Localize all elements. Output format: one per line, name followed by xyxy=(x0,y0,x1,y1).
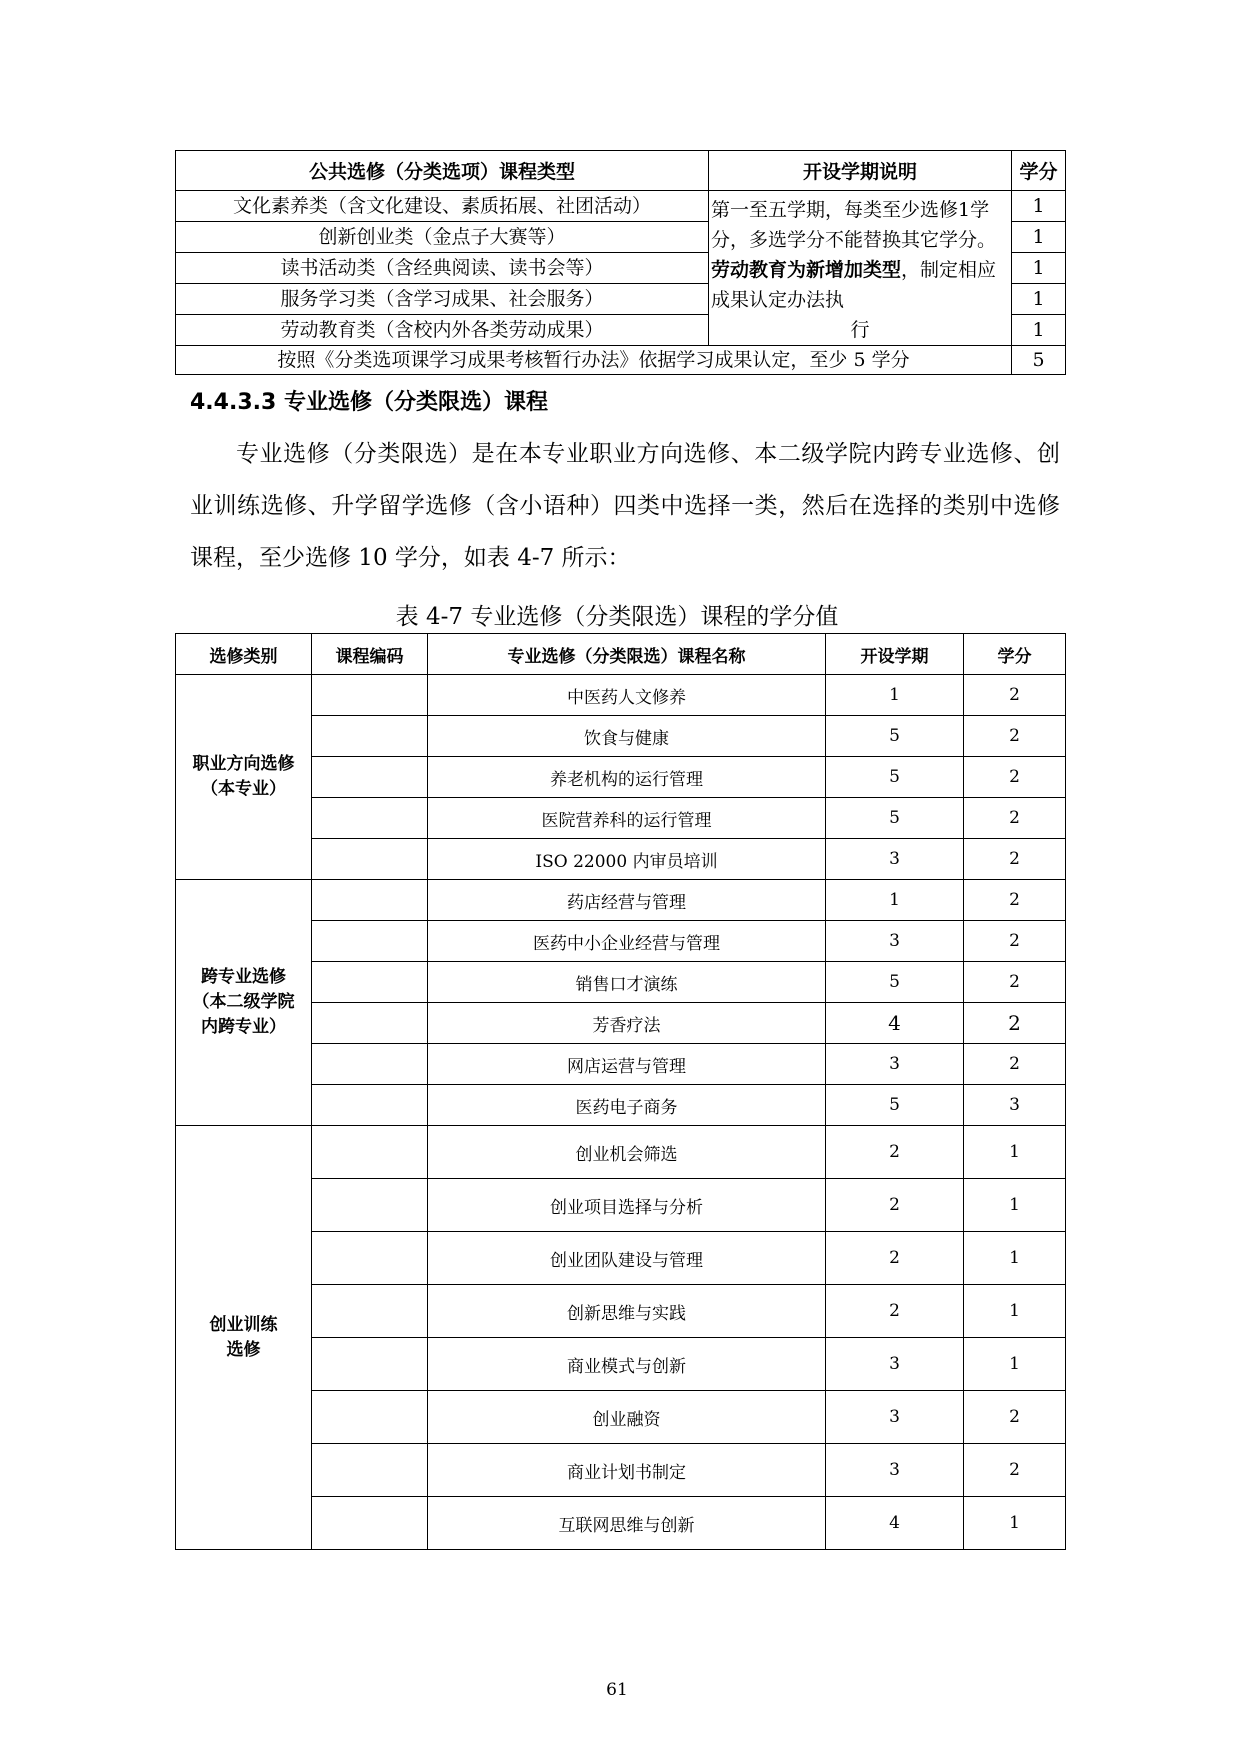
course-code xyxy=(312,1232,428,1285)
table-row xyxy=(176,191,1066,222)
course-code xyxy=(312,921,428,962)
credit-cell: 1 xyxy=(1012,191,1066,222)
table-row xyxy=(176,880,1066,921)
course-code xyxy=(312,675,428,716)
course-code xyxy=(312,1085,428,1126)
column-header: 选修类别 xyxy=(176,634,312,675)
category-label: 创业训练 xyxy=(209,1314,278,1335)
credit-cell: 1 xyxy=(1012,315,1066,346)
column-header: 课程编码 xyxy=(312,634,428,675)
course-credit: 2 xyxy=(964,1044,1066,1085)
category-label: 职业方向选修 xyxy=(192,754,295,774)
summary-credit: 5 xyxy=(1012,346,1066,375)
course-name: 创业团队建设与管理 xyxy=(428,1232,826,1285)
course-name: 饮食与健康 xyxy=(428,716,826,757)
course-credit: 2 xyxy=(964,880,1066,921)
course-semester: 3 xyxy=(826,1338,964,1391)
course-code xyxy=(312,1391,428,1444)
course-semester: 4 xyxy=(826,1003,964,1044)
course-credit: 2 xyxy=(964,1003,1066,1044)
course-name: 医院营养科的运行管理 xyxy=(428,798,826,839)
column-header: 公共选修（分类选项）课程类型 xyxy=(176,151,709,191)
course-credit: 2 xyxy=(964,962,1066,1003)
category-cell xyxy=(176,675,312,880)
course-name: 商业计划书制定 xyxy=(428,1444,826,1497)
course-name: 药店经营与管理 xyxy=(428,880,826,921)
column-header: 开设学期 xyxy=(826,634,964,675)
column-header: 学分 xyxy=(964,634,1066,675)
course-credit: 2 xyxy=(964,798,1066,839)
course-code xyxy=(312,716,428,757)
table-header-row xyxy=(176,634,1066,675)
course-code xyxy=(312,880,428,921)
public-elective-table xyxy=(175,150,1066,375)
course-semester: 2 xyxy=(826,1179,964,1232)
course-name: 销售口才演练 xyxy=(428,962,826,1003)
course-credit: 1 xyxy=(964,1497,1066,1550)
course-semester: 5 xyxy=(826,798,964,839)
course-credit: 2 xyxy=(964,757,1066,798)
table-caption: 表 4-7 专业选修（分类限选）课程的学分值 xyxy=(395,604,839,630)
course-semester: 2 xyxy=(826,1232,964,1285)
course-name: 创业融资 xyxy=(428,1391,826,1444)
course-code xyxy=(312,839,428,880)
course-code xyxy=(312,1497,428,1550)
course-credit: 2 xyxy=(964,921,1066,962)
course-name: 医药中小企业经营与管理 xyxy=(428,921,826,962)
course-name: 创业机会筛选 xyxy=(428,1126,826,1179)
course-code xyxy=(312,962,428,1003)
professional-elective-table xyxy=(175,633,1066,1550)
course-credit: 2 xyxy=(964,675,1066,716)
course-semester: 5 xyxy=(826,757,964,798)
course-semester: 2 xyxy=(826,1285,964,1338)
column-header: 学分 xyxy=(1012,151,1066,191)
course-name: 医药电子商务 xyxy=(428,1085,826,1126)
table-header-row xyxy=(176,151,1066,191)
course-semester: 2 xyxy=(826,1126,964,1179)
course-code xyxy=(312,1003,428,1044)
note-bold-text: 劳动教育为新增加类型 xyxy=(711,259,902,281)
course-credit: 2 xyxy=(964,716,1066,757)
course-name: 创新思维与实践 xyxy=(428,1285,826,1338)
course-code xyxy=(312,1285,428,1338)
course-semester: 1 xyxy=(826,880,964,921)
course-name: ISO 22000 内审员培训 xyxy=(428,839,826,880)
course-type: 读书活动类（含经典阅读、读书会等） xyxy=(176,253,709,284)
course-semester: 3 xyxy=(826,921,964,962)
credit-cell: 1 xyxy=(1012,284,1066,315)
course-code xyxy=(312,1444,428,1497)
course-credit: 1 xyxy=(964,1285,1066,1338)
semester-note xyxy=(709,191,1012,346)
course-type: 服务学习类（含学习成果、社会服务） xyxy=(176,284,709,315)
table-row xyxy=(176,1126,1066,1179)
summary-text: 按照《分类选项课学习成果考核暂行办法》依据学习成果认定，至少 5 学分 xyxy=(176,346,1012,375)
course-name: 网店运营与管理 xyxy=(428,1044,826,1085)
course-credit: 1 xyxy=(964,1232,1066,1285)
table-row xyxy=(176,675,1066,716)
course-code xyxy=(312,757,428,798)
course-code xyxy=(312,1179,428,1232)
course-semester: 4 xyxy=(826,1497,964,1550)
category-label: （本专业） xyxy=(201,779,286,799)
course-credit: 1 xyxy=(964,1338,1066,1391)
course-type: 创新创业类（金点子大赛等） xyxy=(176,222,709,253)
course-code xyxy=(312,1126,428,1179)
course-semester: 1 xyxy=(826,675,964,716)
course-name: 中医药人文修养 xyxy=(428,675,826,716)
body-paragraph: 专业选修（分类限选）是在本专业职业方向选修、本二级学院内跨专业选修、创业训练选修、升学留学选修（含小语种）四类中选择一类，然后在选择的类别中选修课程，至少选修 10 学分，如表 4-7 所示： xyxy=(190,441,1060,571)
course-name: 创业项目选择与分析 xyxy=(428,1179,826,1232)
section-heading: 4.4.3.3 专业选修（分类限选）课程 xyxy=(190,390,548,415)
summary-row xyxy=(176,346,1066,375)
course-code xyxy=(312,1338,428,1391)
course-name: 商业模式与创新 xyxy=(428,1338,826,1391)
note-text: 第一至五学期，每类至少选修1学分，多选学分不能替换其它学分。 xyxy=(711,199,997,251)
column-header: 开设学期说明 xyxy=(709,151,1012,191)
category-label: 跨专业选修 xyxy=(201,967,286,987)
course-credit: 1 xyxy=(964,1179,1066,1232)
course-credit: 2 xyxy=(964,839,1066,880)
credit-cell: 1 xyxy=(1012,222,1066,253)
course-name: 芳香疗法 xyxy=(428,1003,826,1044)
category-label: 选修 xyxy=(226,1339,261,1360)
category-label: （本二级学院 xyxy=(192,992,295,1012)
course-credit: 2 xyxy=(964,1391,1066,1444)
course-semester: 3 xyxy=(826,1044,964,1085)
course-credit: 1 xyxy=(964,1126,1066,1179)
course-name: 互联网思维与创新 xyxy=(428,1497,826,1550)
course-semester: 5 xyxy=(826,962,964,1003)
category-label: 内跨专业） xyxy=(201,1017,286,1037)
course-code xyxy=(312,1044,428,1085)
column-header: 专业选修（分类限选）课程名称 xyxy=(428,634,826,675)
note-text: ，制定相应成果认定办法执 xyxy=(711,259,997,311)
course-semester: 3 xyxy=(826,1391,964,1444)
course-semester: 5 xyxy=(826,1085,964,1126)
note-tail: 行 xyxy=(850,319,870,341)
course-semester: 3 xyxy=(826,839,964,880)
course-semester: 3 xyxy=(826,1444,964,1497)
category-cell xyxy=(176,880,312,1126)
course-name: 养老机构的运行管理 xyxy=(428,757,826,798)
course-type: 劳动教育类（含校内外各类劳动成果） xyxy=(176,315,709,346)
course-credit: 3 xyxy=(964,1085,1066,1126)
course-credit: 2 xyxy=(964,1444,1066,1497)
category-cell xyxy=(176,1126,312,1550)
course-code xyxy=(312,798,428,839)
course-type: 文化素养类（含文化建设、素质拓展、社团活动） xyxy=(176,191,709,222)
course-semester: 5 xyxy=(826,716,964,757)
page-number: 61 xyxy=(606,1680,628,1700)
credit-cell: 1 xyxy=(1012,253,1066,284)
